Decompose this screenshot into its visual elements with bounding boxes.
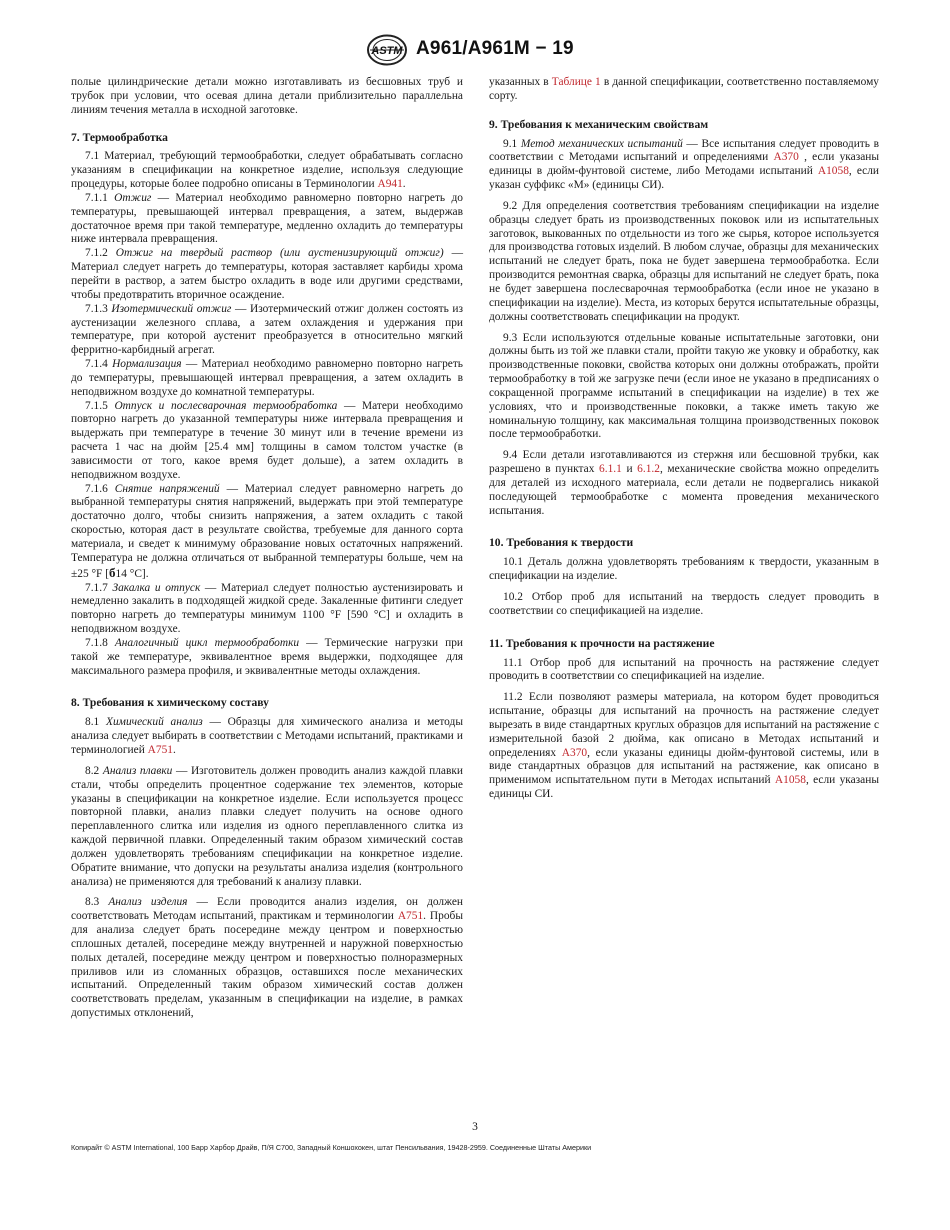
paragraph-11-1: 11.1 Отбор проб для испытаний на прочность на растяжение следует проводить в соответствии со спецификацией на изделие.: [489, 656, 879, 683]
paragraph-8-2: 8.2 Анализ плавки — Изготовитель должен проводить анализ каждой плавки стали, чтобы определить процентное содержание тех элементов, которые указаны в спецификации на конкретное изделие. Если используется процесс повторной плавки, анализ плавки следует получить на основе одного переплавленного слитка или изделия из одного переплавленного слитка из каждой первичной плавки. Определенный таким образом химический состав должен удовлетворять требованиям спецификации на конкретное изделие. Обратите внимание, что допуски на результаты анализа изделия (контрольного анализа) не применяются для требований к анализу плавки.: [71, 764, 463, 888]
paragraph-7-1-3: 7.1.3 Изотермический отжиг — Изотермический отжиг должен состоять из аустенизации железного сплава, а затем охлаждения и удержания при температуре, при которой аустенит преобразуется в относительно мягкий ферритно-карбидный агрегат.: [71, 302, 463, 357]
ref-a751-link[interactable]: A751: [147, 743, 173, 756]
copyright-footer: Копирайт © ASTM International, 100 Барр Харбор Драйв, П/Я C700, Западный Коншохокен, штат Пенсильвания, 19428-2959. Соединенные Штаты Америки: [71, 1143, 592, 1152]
astm-logo-icon: [366, 34, 408, 66]
paragraph-7-1: 7.1 Материал, требующий термообработки, следует обрабатывать согласно указаниям в спецификации на конкретное изделие, используя следующие процедуры, которые более подробно описаны в Терминологии A941.: [71, 150, 463, 191]
paragraph-7-1-4: 7.1.4 Нормализация — Материал необходимо равномерно повторно нагреть до температуры, превышающей интервал превращения, а затем охладить в неподвижном воздухе до комнатной температуры.: [71, 358, 463, 398]
paragraph-continuation-right: указанных в Таблице 1 в данной спецификации, соответственно поставляемому сорту.: [489, 76, 880, 102]
section-10-heading: 10. Требования к твердости: [489, 536, 634, 550]
paragraph-9-4: 9.4 Если детали изготавливаются из стержня или бесшовной трубки, как разрешено в пунктах 6.1.1 и 6.1.2, механические свойства можно определить для деталей из исходного материала, если детали не подвергались никакой последующей термообработке с момента проведения механического испытания.: [489, 449, 879, 517]
paragraph-8-1: 8.1 Химический анализ — Образцы для химического анализа и методы анализа следует выбирать в соответствии с Методами испытаний, практиками и терминологией A751.: [71, 716, 463, 756]
ref-a1058-link[interactable]: A1058: [817, 165, 849, 178]
paragraph-10-2: 10.2 Отбор проб для испытаний на твердость следует проводить в соответствии со спецификацией на изделие.: [489, 591, 879, 617]
svg-text:ASTM: ASTM: [371, 45, 403, 57]
paragraph-8-3: 8.3 Анализ изделия — Если проводится анализ изделия, он должен соответствовать Методам испытаний, практикам и терминологии A751. Пробы для анализа следует брать посередине между центром и поверхностью сплошных деталей, посередине между внутренней и наружной поверхностью полых деталей, посередине между центром и поверхностью полноразмерных приливов или из сломанных образцов, оставшихся после механических испытаний. Определенный таким образом химический состав должен соответствовать пределам, указанным в спецификации на изделие, в рамках допустимых отклонений,: [71, 896, 463, 1020]
page-number: 3: [472, 1121, 478, 1133]
page-header: [0, 34, 950, 68]
paragraph-11-2: 11.2 Если позволяют размеры материала, на котором будет проводиться испытание, образцы для испытаний на прочность на растяжение следует вырезать в виде стандартных круглых образцов для испытаний на растяжение с измерительной базой 2 дюйма, как описано в Методах испытаний и определениях A370, если указаны единицы дюйм-фунтовой системы, или в виде стандартных образцов для испытаний на растяжение, как описано в применимом испытательном пути в Методах испытаний A1058, если указаны единицы СИ.: [489, 691, 879, 801]
paragraph-continuation: полые цилиндрические детали можно изготавливать из бесшовных труб и трубок при условии, что осевая длина детали приблизительно параллельна линиям течения металла в исходной заготовке.: [71, 76, 463, 116]
ref-a370-link[interactable]: A370: [773, 151, 799, 164]
ref-a1058-link-2[interactable]: A1058: [774, 774, 806, 787]
ref-a751-link-2[interactable]: A751: [397, 910, 424, 923]
paragraph-10-1: 10.1 Деталь должна удовлетворять требованиям к твердости, указанным в спецификации на изделие.: [489, 556, 879, 583]
ref-6-1-2-link[interactable]: 6.1.2: [637, 463, 660, 476]
ref-a941-link[interactable]: A941: [377, 178, 403, 191]
paragraph-7-1-1: 7.1.1 Отжиг — Материал необходимо равномерно повторно нагреть до температуры, превышающей интервал превращения, а затем, выдержав достаточное время при такой температуре, медленно охладить до температуры ниже интервала превращения.: [71, 191, 463, 246]
paragraph-7-1-5: 7.1.5 Отпуск и послесварочная термообработка — Матери необходимо повторно нагреть до указанной температуры ниже интервала превращения и выдержать при температуре в течение 30 минут или в течение времени из расчета 1 час на дюйм [25.4 мм] толщины в самом толстом участке (в зависимости от того, какое время будет дольше), а затем охладить в неподвижном воздухе.: [71, 399, 463, 481]
paragraph-7-1-2: 7.1.2 Отжиг на твердый раствор (или аустенизирующий отжиг) — Материал следует нагреть до температуры, которая заставляет карбиды хрома перейти в раствор, а затем быстро охладить в воде или другими средствами, чтобы предотвратить вторичное осаждение.: [71, 247, 463, 301]
paragraph-9-3: 9.3 Если используются отдельные кованые испытательные заготовки, они должны быть из той же плавки стали, пройти такую же уковку и обработку, как производственные поковки, свойства которых они должны отображать, пройти термообработку в той же загрузке печи (если иное не указано в предписаниях о сокращенной программе испытаний в спецификации на изделие) в тех же условиях, что и производственные поковки, а также иметь такую же номинальную толщину, как максимальная толщина производственных поковок после термообработки.: [489, 331, 879, 441]
paragraph-7-1-7: 7.1.7 Закалка и отпуск — Материал следует полностью аустенизировать и немедленно закалить в подходящей жидкой среде. Закаленные фитинги следует повторно нагреть до температуры минимум 1100 °F [590 °C] и охладить в неподвижном воздухе.: [71, 581, 463, 636]
paragraph-9-1: 9.1 Метод механических испытаний — Все испытания следует проводить в соответствии с Методами испытаний и определениями A370 , если указаны единицы в дюйм-фунтовой системе, либо Методами испытаний A1058, если указан суффикс «M» (единицы СИ).: [489, 137, 880, 192]
section-7-heading: 7. Термообработка: [71, 130, 168, 144]
paragraph-7-1-6: 7.1.6 Снятие напряжений — Материал следует равномерно нагреть до выбранной температуры снятия напряжений, выдержать при этой температуре достаточно долго, чтобы снизить напряжения, а затем охладить с такой скоростью, которая даст в результате свойства, требуемые для данного сорта материала, и сведет к минимуму образование новых остаточных напряжений. Температура не должна отличаться от выбранной температуры больше, чем на ±25 °F [б14 °C].: [71, 482, 463, 580]
ref-6-1-1-link[interactable]: 6.1.1: [599, 463, 622, 476]
section-11-heading: 11. Требования к прочности на растяжение: [489, 636, 715, 650]
section-8-heading: 8. Требования к химическому составу: [71, 696, 269, 710]
paragraph-7-1-8: 7.1.8 Аналогичный цикл термообработки — Термические нагрузки при такой же температуре, эквивалентное время выдержки, подходящее для максимального размера профиля, и эквивалентные методы охлаждения.: [71, 636, 463, 677]
section-9-heading: 9. Требования к механическим свойствам: [489, 117, 709, 131]
ref-a370-link-2[interactable]: A370: [561, 746, 588, 759]
right-column: [489, 76, 879, 802]
ref-table-1-link[interactable]: Таблице 1: [551, 76, 601, 88]
standard-designation: A961/A961M − 19: [416, 38, 574, 59]
paragraph-9-2: 9.2 Для определения соответствия требованиям спецификации на изделие образцы следует брать из производственных поковок или из испытательных заготовок, выкованных по отдельности из того же сырья, которое используется для производства готовых изделий. В любом случае, образцы для механических испытаний не следует брать, пока не будет завершена термообработка. Если производится ремонтная сварка, образцы для испытаний не следует брать, пока не будет завершена послесварочная термообработка (если иное не указано в спецификации на изделие). Места, из которых берутся испытательные образцы, должны соответствовать спецификации на продукт.: [489, 199, 879, 323]
left-column: [71, 76, 463, 1021]
